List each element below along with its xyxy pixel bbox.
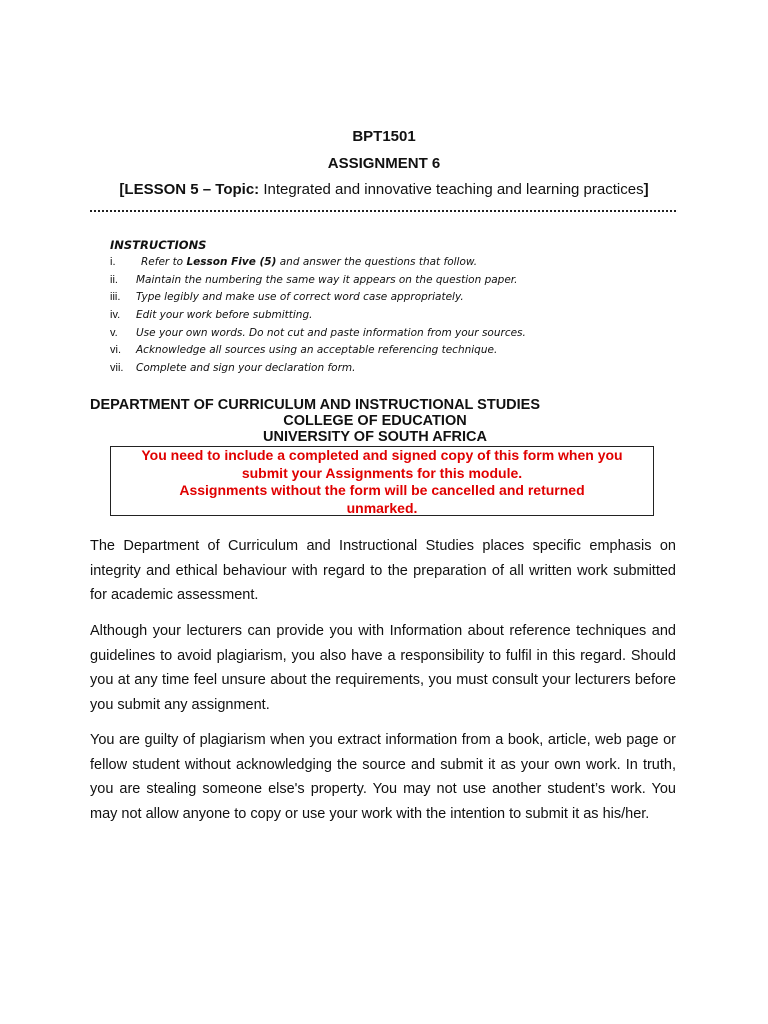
instruction-item — [110, 325, 670, 343]
instruction-number: v. — [110, 326, 118, 339]
notice-line: submit your Assignments for this module. — [241, 464, 523, 481]
instruction-number: iii. — [110, 291, 121, 304]
instruction-item — [110, 289, 670, 307]
department-name: DEPARTMENT OF CURRICULUM AND INSTRUCTIONAL STUDIES — [90, 397, 541, 413]
notice-line: You need to include a completed and signed copy of this form when you — [141, 447, 623, 463]
lesson-label: LESSON 5 – Topic: — [124, 181, 260, 198]
instruction-number: iv. — [110, 309, 121, 322]
lesson-topic: Integrated and innovative teaching and learning practices — [259, 181, 644, 198]
assignment-title: ASSIGNMENT 6 — [327, 155, 441, 172]
dotted-divider — [90, 210, 676, 212]
instruction-text: Acknowledge all sources using an acceptable referencing technique. — [136, 344, 498, 357]
paragraph-integrity: The Department of Curriculum and Instructional Studies places specific emphasis on integrity and ethical behaviour with regard to the preparation of all written work submitted for academic assessment. — [90, 538, 676, 603]
instructions-heading: INSTRUCTIONS — [110, 238, 207, 252]
course-code: BPT1501 — [352, 128, 416, 145]
instruction-text: Use your own words. Do not cut and paste information from your sources. — [136, 326, 526, 339]
instruction-text: Complete and sign your declaration form. — [136, 362, 356, 375]
instruction-text: Refer to Lesson Five (5) and answer the questions that follow. — [141, 256, 478, 268]
instruction-number: vii. — [110, 362, 124, 375]
instruction-text: Maintain the numbering the same way it appears on the question paper. — [136, 273, 518, 286]
declaration-notice-box — [110, 446, 654, 516]
paragraph-responsibility: Although your lecturers can provide you with Information about reference techniques and guidelines to avoid plagiarism, you also have a responsibility to fulfil in this regard. Should you at any time feel unsure about the requirements, you must consult your lecturers before you submit any assignment. — [90, 623, 676, 713]
instruction-number: ii. — [110, 273, 118, 286]
instruction-item — [110, 272, 670, 290]
instruction-number: vi. — [110, 344, 121, 357]
instruction-number: i. — [110, 256, 116, 268]
instructions-block — [110, 236, 670, 378]
university-name: UNIVERSITY OF SOUTH AFRICA — [263, 429, 487, 445]
instruction-text: Edit your work before submitting. — [136, 309, 313, 322]
lesson-topic-line — [0, 181, 768, 198]
college-name: COLLEGE OF EDUCATION — [283, 413, 467, 429]
notice-line: Assignments without the form will be cancelled and returned — [179, 482, 585, 498]
instruction-item — [110, 360, 670, 378]
lesson-close-bracket: ] — [643, 181, 649, 198]
paragraph-plagiarism: You are guilty of plagiarism when you extract information from a book, article, web page or fellow student without acknowledging the source and submit it as your own work. In truth, you are stealing someone else's property. You may not use another student’s work. You may not allow anyone to copy or use your work with the intention to submit it as his/her. — [90, 732, 676, 822]
lesson-open-bracket: [ — [119, 181, 125, 198]
instruction-text: Type legibly and make use of correct word case appropriately. — [136, 291, 464, 304]
instruction-item — [110, 307, 670, 325]
instruction-item — [110, 254, 670, 272]
instruction-item — [110, 342, 670, 360]
notice-line: unmarked. — [346, 499, 418, 516]
